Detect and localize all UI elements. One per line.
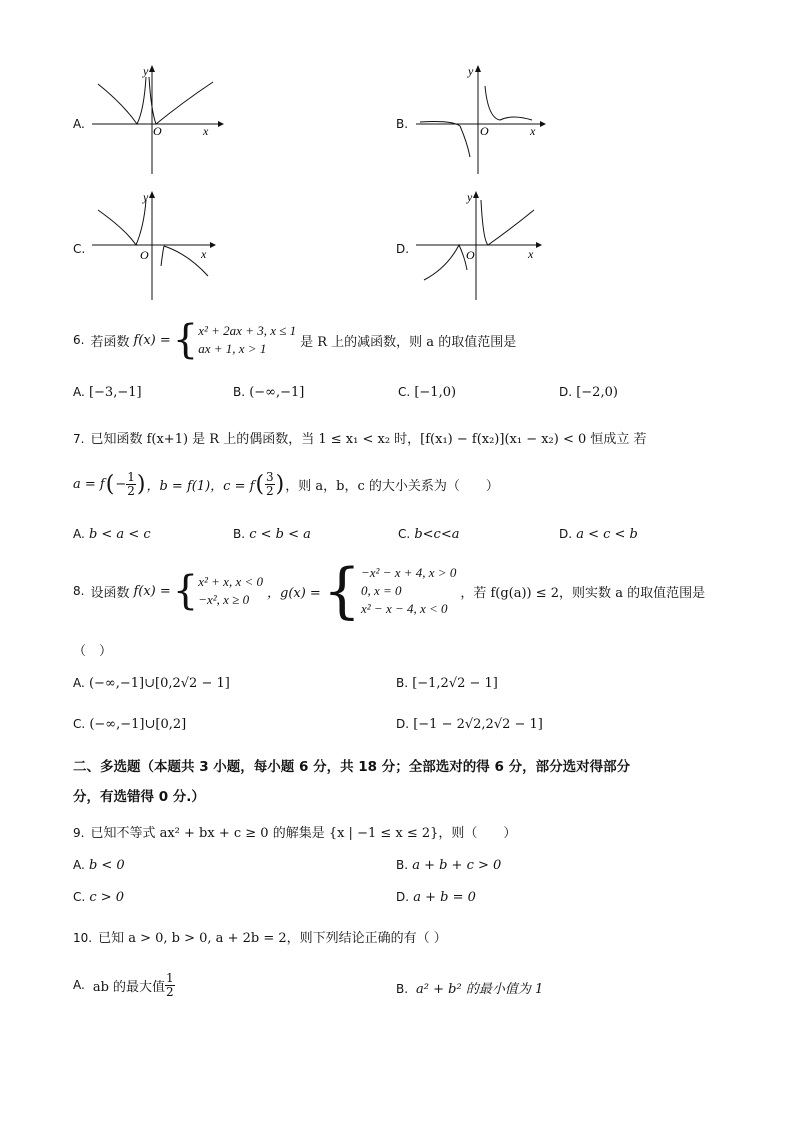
section-2-heading-line2: 分，有选错得 0 分.）	[73, 789, 205, 805]
q10-opt-a-label: A.	[73, 978, 85, 992]
q8-g-cases	[361, 564, 456, 618]
q10-opt-b	[396, 978, 543, 997]
question-9	[73, 822, 516, 841]
graph-a-o: O	[153, 124, 162, 138]
question-10	[73, 927, 447, 946]
q10-opt-b-text: a² + b² 的最小值为 1	[416, 982, 544, 997]
q9-opt-a-label: A.	[73, 858, 85, 872]
q6-options	[73, 385, 723, 403]
graph-d	[412, 188, 552, 303]
q7-opt-a: b < a < c	[88, 527, 151, 542]
q8-post: ，若 f(g(a)) ≤ 2，则实数 a 的取值范围是	[460, 585, 706, 601]
q9-options-row2	[73, 890, 723, 908]
q9-opt-d: a + b = 0	[413, 890, 476, 905]
q7-b-part: ，b = f(1)，c = f	[146, 478, 255, 494]
graph-c-x: x	[201, 247, 207, 261]
graph-b	[412, 62, 552, 177]
q8-options-row2	[73, 717, 723, 737]
q8-opt-c-label: C.	[73, 717, 86, 731]
q6-opt-d: [−2,0)	[576, 385, 618, 400]
q6-opt-b-label: B.	[233, 385, 246, 399]
q10-text: 已知 a > 0, b > 0, a + 2b = 2，则下列结论正确的有（ ）	[98, 931, 447, 946]
graph-c-o: O	[140, 248, 149, 262]
q8-pre: 设函数	[90, 585, 130, 601]
q8-options-row1	[73, 676, 723, 696]
q6-opt-a: [−3,−1]	[88, 385, 142, 400]
q9-options-row1	[73, 858, 723, 876]
q8-opt-a: (−∞,−1]∪[0,2√2 − 1]	[88, 676, 230, 691]
section-2-heading-line1: 二、多选题（本题共 3 小题，每小题 6 分，共 18 分；全部选对的得 6 分，部分选对得部分	[73, 759, 631, 775]
q7-opt-d-label: D.	[559, 527, 573, 541]
q9-opt-c-label: C.	[73, 890, 86, 904]
q10-opt-a-text: ab 的最大值	[92, 979, 166, 995]
q8-g1: −x² − x + 4, x > 0	[361, 565, 457, 580]
q7-a-frac: $\frac{1}{2}$	[127, 469, 135, 498]
q6-opt-a-label: A.	[73, 385, 85, 399]
q8-opt-b: [−1,2√2 − 1]	[412, 676, 498, 691]
q7-post: ，则 a，b，c 的大小关系为（ ）	[285, 478, 499, 494]
graph-b-x: x	[530, 124, 536, 138]
graph-c	[88, 188, 228, 303]
q6-case2: ax + 1, x > 1	[198, 341, 267, 356]
q8-fx: f(x) =	[133, 583, 171, 599]
q9-opt-d-label: D.	[396, 890, 410, 904]
q8-f-brace: {	[172, 568, 199, 614]
graph-a-y: y	[143, 64, 149, 78]
q8-number: 8.	[73, 584, 85, 598]
graph-a	[88, 62, 228, 177]
q7-number: 7.	[73, 432, 85, 446]
q8-opt-c: (−∞,−1]∪[0,2]	[89, 717, 187, 732]
q9-opt-c: c > 0	[89, 890, 125, 905]
graph-b-y: y	[468, 64, 474, 78]
graph-a-x: x	[203, 124, 209, 138]
graph-b-label: B.	[396, 117, 409, 131]
q7-line1: 已知函数 f(x+1) 是 R 上的偶函数，当 1 ≤ x₁ < x₂ 时，[f(x₁) − f(x₂)](x₁ − x₂) < 0 恒成立 若	[90, 432, 647, 447]
q6-fx: f(x) =	[133, 332, 171, 348]
q8-opt-a-label: A.	[73, 676, 85, 690]
q10-opt-a-frac: $\frac{1}{2}$	[166, 970, 174, 999]
graph-d-label: D.	[396, 242, 410, 256]
q8-opt-d-label: D.	[396, 717, 410, 731]
q6-opt-d-label: D.	[559, 385, 573, 399]
q7-opt-a-label: A.	[73, 527, 85, 541]
q8-f1: x² + x, x < 0	[198, 574, 263, 589]
q6-cases	[198, 322, 296, 358]
q7-line2: a = f ( − $\frac{1}{2}$ ) ，b = f(1)，c = f ( $\frac{3}{2}$ ) ，则 a，b，c 的大小关系为（ ）	[73, 469, 499, 498]
graph-a-label: A.	[73, 117, 85, 131]
graph-d-y: y	[467, 190, 473, 204]
q6-opt-c: [−1,0)	[414, 385, 457, 400]
graph-c-label: C.	[73, 242, 86, 256]
graph-d-x: x	[528, 247, 534, 261]
question-8	[73, 558, 705, 624]
q6-post: 是 R 上的减函数，则 a 的取值范围是	[300, 334, 517, 350]
q6-case1: x² + 2ax + 3, x ≤ 1	[198, 323, 297, 338]
q7-opt-b-label: B.	[233, 527, 246, 541]
q8-f2: −x², x ≥ 0	[198, 592, 250, 607]
q6-pre: 若函数	[90, 334, 130, 350]
q6-number: 6.	[73, 333, 85, 347]
question-6	[73, 318, 516, 362]
q8-g2: 0, x = 0	[361, 583, 402, 598]
q10-opt-b-label: B.	[396, 982, 409, 996]
q8-paren: （ ）	[73, 644, 113, 659]
q8-g-brace: {	[322, 556, 362, 626]
q9-opt-b-label: B.	[396, 858, 409, 872]
graph-c-y: y	[143, 190, 149, 204]
q8-opt-d: [−1 − 2√2,2√2 − 1]	[413, 717, 543, 732]
q7-opt-d: a < c < b	[576, 527, 638, 542]
q8-f-cases	[198, 573, 263, 609]
q7-options	[73, 527, 723, 545]
q8-g3: x² − x − 4, x < 0	[361, 601, 448, 616]
graph-d-o: O	[466, 248, 475, 262]
q7-opt-c: b<c<a	[414, 527, 460, 542]
q7-c-frac: $\frac{3}{2}$	[266, 469, 274, 498]
q6-opt-c-label: C.	[398, 385, 411, 399]
q7-a-pre: a = f	[73, 476, 105, 492]
q7-opt-b: c < b < a	[249, 527, 311, 542]
graph-b-o: O	[480, 124, 489, 138]
q6-opt-b: (−∞,−1]	[249, 385, 305, 400]
q8-opt-b-label: B.	[396, 676, 409, 690]
q7-opt-c-label: C.	[398, 527, 411, 541]
q6-brace: {	[172, 317, 199, 363]
q8-gx: ，g(x) =	[267, 585, 321, 601]
q10-number: 10.	[73, 931, 93, 945]
q10-opt-a	[73, 966, 175, 1004]
q9-text: 已知不等式 ax² + bx + c ≥ 0 的解集是 {x | −1 ≤ x ≤ 2}，则（ ）	[90, 826, 517, 841]
q9-opt-b: a + b + c > 0	[412, 858, 502, 873]
question-7	[73, 428, 647, 447]
q9-opt-a: b < 0	[88, 858, 125, 873]
q9-number: 9.	[73, 826, 85, 840]
